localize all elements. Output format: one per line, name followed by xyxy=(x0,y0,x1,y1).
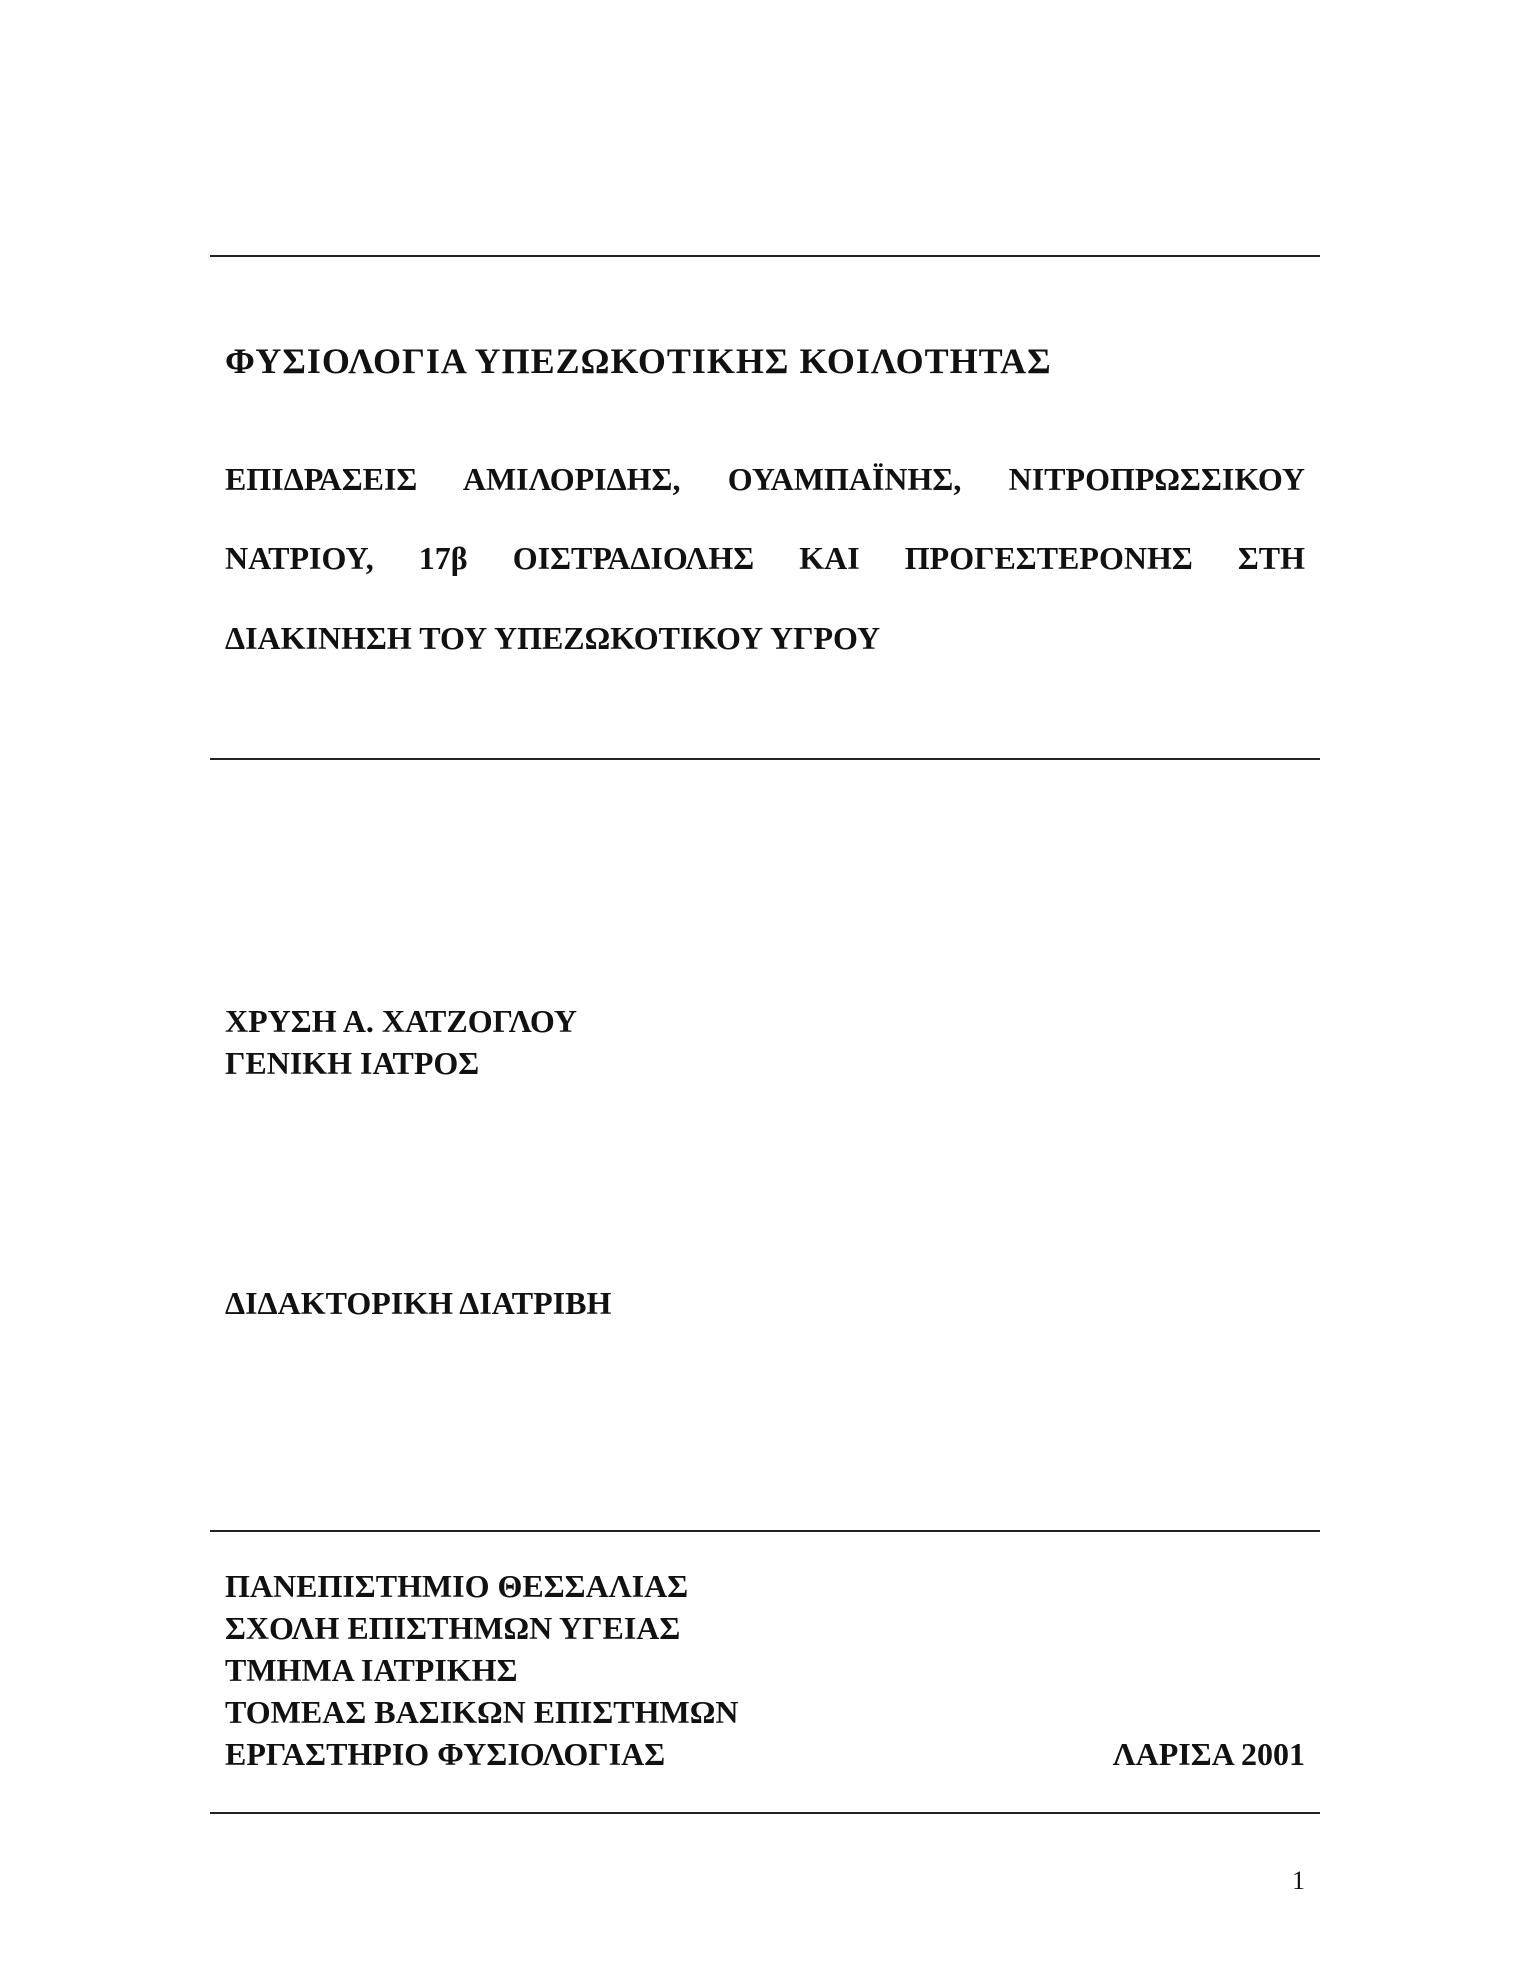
author-profession: ΓΕΝΙΚΗ ΙΑΤΡΟΣ xyxy=(225,1045,480,1081)
thesis-title: ΦΥΣΙΟΛΟΓΙΑ ΥΠΕΖΩΚΟΤΙΚΗΣ ΚΟΙΛΟΤΗΤΑΣ xyxy=(225,341,1052,381)
subtitle-line-2: ΝΑΤΡΙΟΥ, 17β ΟΙΣΤΡΑΔΙΟΛΗΣ ΚΑΙ ΠΡΟΓΕΣΤΕΡΟΝΗΣ ΣΤΗ xyxy=(225,540,1305,576)
top-divider xyxy=(210,255,1320,257)
title-bottom-divider xyxy=(210,758,1320,760)
subtitle-line-1: ΕΠΙΔΡΑΣΕΙΣ ΑΜΙΛΟΡΙΔΗΣ, ΟΥΑΜΠΑΪΝΗΣ, ΝΙΤΡΟΠΡΩΣΣΙΚΟΥ xyxy=(225,461,1305,497)
institution-laboratory: ΕΡΓΑΣΤΗΡΙΟ ΦΥΣΙΟΛΟΓΙΑΣ xyxy=(225,1736,666,1772)
institution-top-divider xyxy=(210,1530,1320,1532)
bottom-divider xyxy=(210,1812,1320,1814)
page-number: 1 xyxy=(1292,1866,1305,1895)
document-type: ΔΙΔΑΚΤΟΡΙΚΗ ΔΙΑΤΡΙΒΗ xyxy=(225,1285,612,1321)
place-and-year: ΛΑΡΙΣΑ 2001 xyxy=(1112,1736,1305,1772)
institution-university: ΠΑΝΕΠΙΣΤΗΜΙΟ ΘΕΣΣΑΛΙΑΣ xyxy=(225,1568,689,1604)
author-name: ΧΡΥΣΗ Α. ΧΑΤΖΟΓΛΟΥ xyxy=(225,1003,577,1039)
institution-school: ΣΧΟΛΗ ΕΠΙΣΤΗΜΩΝ ΥΓΕΙΑΣ xyxy=(225,1610,681,1646)
institution-department: ΤΜΗΜΑ ΙΑΤΡΙΚΗΣ xyxy=(225,1652,518,1688)
institution-sector: ΤΟΜΕΑΣ ΒΑΣΙΚΩΝ ΕΠΙΣΤΗΜΩΝ xyxy=(225,1694,739,1730)
subtitle-line-3: ΔΙΑΚΙΝΗΣΗ ΤΟΥ ΥΠΕΖΩΚΟΤΙΚΟΥ ΥΓΡΟΥ xyxy=(225,620,881,656)
